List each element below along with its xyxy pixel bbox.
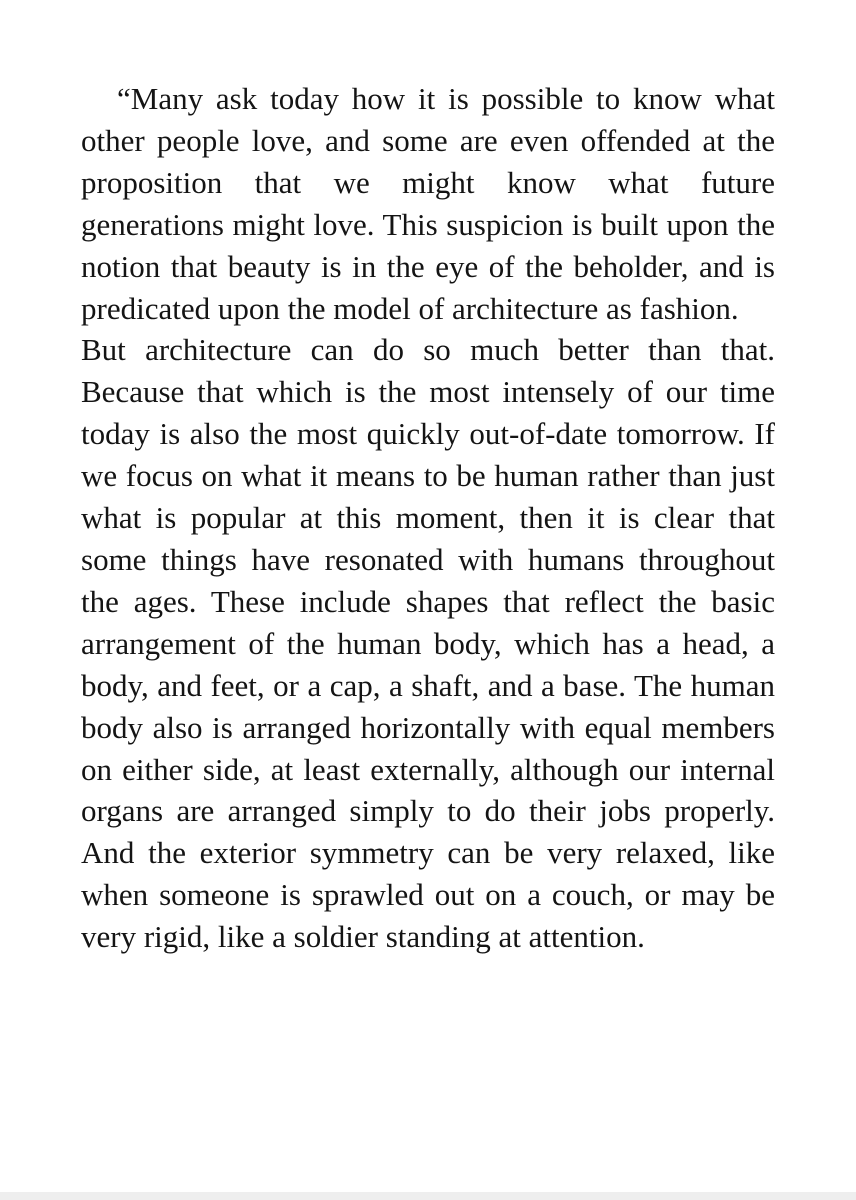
paragraph-2: But architecture can do so much better than that. Because that which is the most intensely of our time today is also the most quickly out-of-date tomorrow. If we focus on what it means to be human rather than just what is popular at this moment, then it is clear that some things have resonated with humans throughout the ages. These include shapes that reflect the basic arrangement of the human body, which has a head, a body, and feet, or a cap, a shaft, and a base. The human body also is arranged horizontally with equal members on either side, at least externally, although our internal organs are arranged simply to do their jobs properly. And the exterior symmetry can be very relaxed, like when someone is sprawled out on a couch, or may be very rigid, like a soldier standing at attention. [81,332,775,955]
paragraph-1: “Many ask today how it is possible to know what other people love, and some are even offended at the proposition that we might know what future generations might love. This suspicion is built upon the notion that beauty is in the eye of the beholder, and is predicated upon the model of architecture as fashion. [81,81,775,326]
page-bottom-edge [0,1192,856,1200]
quote-text-block [81,78,775,958]
